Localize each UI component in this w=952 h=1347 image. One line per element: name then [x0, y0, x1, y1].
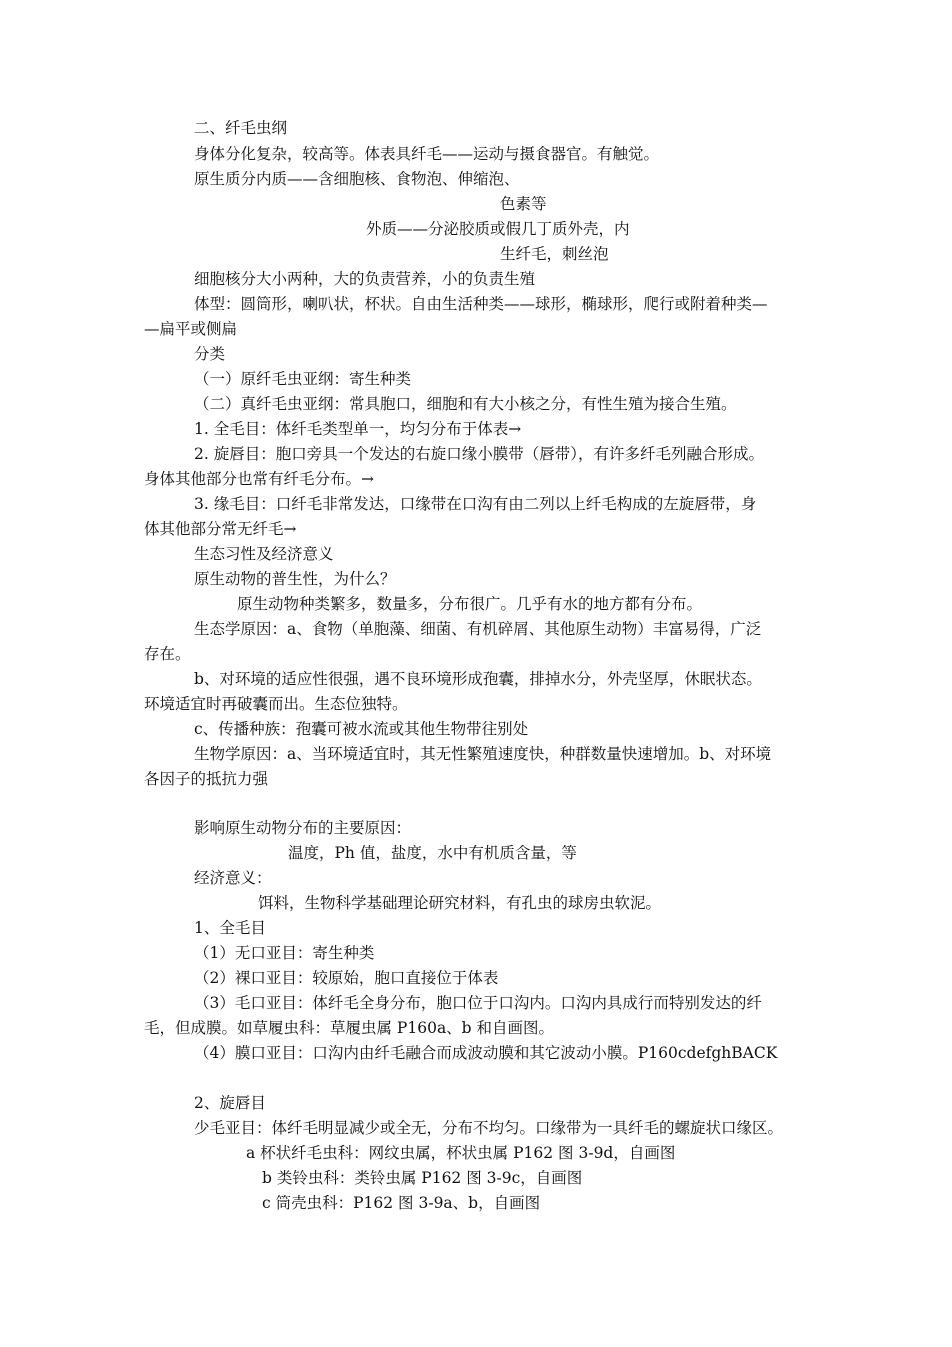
text-line: a 杯状纤毛虫科：网纹虫属，杯状虫属 P162 图 3-9d，自画图: [246, 1144, 676, 1162]
section-heading: 二、纤毛虫纲: [194, 119, 288, 137]
text-line: （二）真纤毛虫亚纲：常具胞口，细胞和有大小核之分，有性生殖为接合生殖。: [194, 395, 737, 413]
text-line: 生纤毛，刺丝泡: [500, 245, 609, 263]
text-line: 体型：圆筒形，喇叭状，杯状。自由生活种类——球形，椭球形，爬行或附着种类—: [194, 295, 768, 313]
text-line: 外质——分泌胶质或假几丁质外壳，内: [366, 220, 630, 238]
text-line: 温度，Ph 值，盐度，水中有机质含量，等: [288, 844, 577, 862]
text-line: 原生动物的普生性，为什么？: [194, 570, 396, 588]
text-line: 毛，但成膜。如草履虫科：草履虫属 P160a、b 和自画图。: [144, 1019, 555, 1037]
text-line: 细胞核分大小两种，大的负责营养，小的负责生殖: [194, 270, 536, 288]
text-line: （1）无口亚目：寄生种类: [194, 944, 375, 962]
text-line: 1. 全毛目：体纤毛类型单一，均匀分布于体表→: [194, 420, 522, 438]
text-line: 2. 旋唇目：胞口旁具一个发达的右旋口缘小膜带（唇带），有许多纤毛列融合形成。: [194, 445, 764, 463]
subheading: 2、旋唇目: [194, 1094, 266, 1112]
text-line: b 类铃虫科：类铃虫属 P162 图 3-9c，自画图: [262, 1169, 583, 1187]
text-line: （2）裸口亚目：较原始，胞口直接位于体表: [194, 969, 499, 987]
subheading: 经济意义：: [194, 869, 272, 887]
subheading: 分类: [194, 345, 226, 363]
text-line: 体其他部分常无纤毛→: [144, 520, 297, 538]
text-line: （一）原纤毛虫亚纲：寄生种类: [194, 370, 412, 388]
text-line: 生态学原因：a、食物（单胞藻、细菌、有机碎屑、其他原生动物）丰富易得，广泛: [194, 620, 762, 638]
text-line: 生物学原因：a、当环境适宜时，其无性繁殖速度快，种群数量快速增加。b、对环境: [194, 745, 772, 763]
text-line: 存在。: [144, 645, 191, 663]
text-line: 饵料，生物科学基础理论研究材料，有孔虫的球房虫软泥。: [258, 894, 662, 912]
text-line: 身体其他部分也常有纤毛分布。→: [144, 470, 374, 488]
subheading: 影响原生动物分布的主要原因：: [194, 819, 412, 837]
text-line: 环境适宜时再破囊而出。生态位独特。: [144, 695, 408, 713]
text-line: （3）毛口亚目：体纤毛全身分布，胞口位于口沟内。口沟内具成行而特别发达的纤: [194, 994, 762, 1012]
text-line: 色素等: [500, 195, 547, 213]
text-line: 身体分化复杂，较高等。体表具纤毛——运动与摄食器官。有触觉。: [194, 145, 660, 163]
text-line: 原生质分内质——含细胞核、食物泡、伸缩泡、: [194, 170, 520, 188]
text-line: b、对环境的适应性很强，遇不良环境形成孢囊，排掉水分，外壳坚厚，休眠状态。: [194, 670, 762, 688]
text-line: —扁平或侧扁: [144, 320, 238, 338]
text-line: c、传播种族：孢囊可被水流或其他生物带往别处: [194, 720, 529, 738]
text-line: c 筒壳虫科：P162 图 3-9a、b，自画图: [262, 1194, 541, 1212]
text-line: 原生动物种类繁多，数量多，分布很广。几乎有水的地方都有分布。: [237, 595, 703, 613]
text-line: （4）膜口亚目：口沟内由纤毛融合而成波动膜和其它波动小膜。P160cdefghBACK: [194, 1044, 778, 1062]
text-line: 各因子的抵抗力强: [144, 770, 269, 788]
text-line: 少毛亚目：体纤毛明显减少或全无，分布不均匀。口缘带为一具纤毛的螺旋状口缘区。: [194, 1119, 784, 1137]
subheading: 生态习性及经济意义: [194, 545, 334, 563]
subheading: 1、全毛目: [194, 919, 266, 937]
text-line: 3. 缘毛目：口纤毛非常发达，口缘带在口沟有由二列以上纤毛构成的左旋唇带，身: [194, 495, 757, 513]
